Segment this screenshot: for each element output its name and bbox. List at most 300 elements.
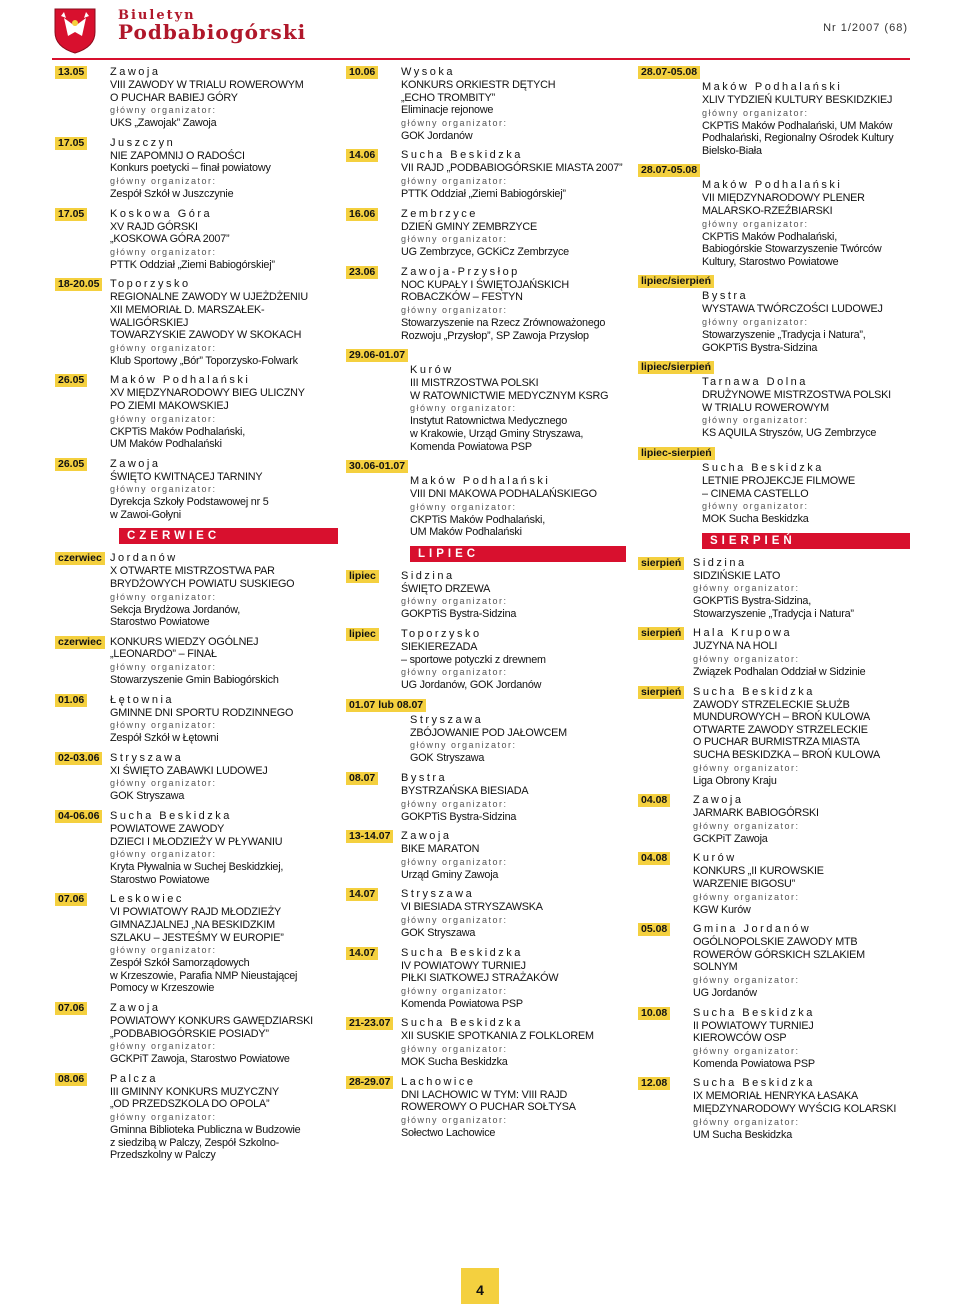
event-date (638, 164, 910, 177)
event-title: VI POWIATOWY RAJD MŁODZIEŻY (110, 906, 281, 919)
event-title: „KOSKOWA GÓRA 2007” (110, 233, 230, 246)
organizer-label: główny organizator: (401, 1043, 508, 1054)
event-place: Zawoja (693, 794, 744, 807)
event-item (638, 686, 910, 788)
event-item (638, 447, 910, 526)
organizer-label: główny organizator: (110, 849, 217, 860)
event-date (638, 1007, 693, 1071)
event-date-label: 18-20.05 (55, 278, 102, 291)
event-item (55, 1073, 338, 1162)
event-date (55, 636, 110, 687)
event-title: KONKURS WIEDZY OGÓLNEJ (110, 635, 259, 648)
event-date (638, 923, 693, 999)
event-item (55, 893, 338, 995)
event-item (346, 628, 626, 692)
organizer-label: główny organizator: (401, 596, 508, 607)
event-body (110, 458, 338, 522)
event-body (638, 179, 910, 268)
organizer-label: główny organizator: (110, 484, 217, 495)
event-subtitle: Eliminacje rejonowe (401, 104, 494, 117)
event-body (401, 830, 626, 881)
event-item (346, 349, 626, 453)
event-item (638, 627, 910, 678)
page-header (0, 0, 960, 56)
organizer-label: główny organizator: (401, 667, 508, 678)
event-organizer: Stowarzyszenie na Rzecz Zrównoważonego (401, 316, 606, 329)
event-title: O PUCHAR BURMISTRZA MIASTA (693, 736, 860, 749)
organizer-label: główny organizator: (401, 985, 508, 996)
event-organizer: UG Zembrzyce, GCKiCz Zembrzyce (401, 246, 569, 259)
event-place: Sucha Beskidzka (702, 461, 824, 474)
event-item (346, 1017, 626, 1068)
organizer-label: główny organizator: (401, 856, 508, 867)
event-place: Leskowiec (110, 893, 184, 906)
event-body (401, 772, 626, 823)
event-organizer: Babiogórskie Stowarzyszenie Twórców (702, 243, 882, 256)
event-item (55, 374, 338, 450)
organizer-label: główny organizator: (702, 107, 809, 118)
event-date (55, 374, 110, 450)
event-title: VIII DNI MAKOWA PODHALAŃSKIEGO (410, 488, 597, 501)
organizer-label: główny organizator: (693, 583, 800, 594)
coat-of-arms-icon (52, 6, 98, 54)
event-body (401, 208, 626, 259)
organizer-label: główny organizator: (693, 762, 800, 773)
event-organizer: Instytut Ratownictwa Medycznego (410, 415, 568, 428)
event-place: Stryszawa (401, 888, 475, 901)
event-date (346, 208, 401, 259)
event-title: OTWARTE ZAWODY STRZELECKIE (693, 723, 868, 736)
event-body (638, 376, 910, 440)
event-item (55, 208, 338, 272)
event-title: DNI LACHOWIC W TYM: VIII RAJD (401, 1088, 568, 1101)
event-item (638, 852, 910, 916)
event-title: POWIATOWY KONKURS GAWĘDZIARSKI (110, 1014, 313, 1027)
event-title: DRUŻYNOWE MISTRZOSTWA POLSKI (702, 389, 891, 402)
organizer-label: główny organizator: (410, 403, 517, 414)
event-date-label: 23.06 (346, 266, 378, 279)
event-organizer: GCKPiT Zawoja, Starostwo Powiatowe (110, 1053, 290, 1066)
event-title: XLIV TYDZIEŃ KULTURY BESKIDZKIEJ (702, 94, 893, 106)
event-title: „LEONARDO” – FINAŁ (110, 648, 217, 661)
event-title: DZIEŃ GMINY ZEMBRZYCE (401, 220, 537, 233)
event-title: OGÓLNOPOLSKIE ZAWODY MTB (693, 936, 858, 949)
organizer-label: główny organizator: (401, 117, 508, 128)
header-rule (52, 58, 910, 60)
event-item (55, 137, 338, 201)
event-date (55, 1073, 110, 1162)
event-date (346, 266, 401, 342)
event-place: Maków Podhalański (410, 475, 551, 488)
event-title: PO ZIEMI MAKOWSKIEJ (110, 399, 229, 412)
event-title: GMINNE DNI SPORTU RODZINNEGO (110, 706, 294, 719)
event-date-label: 05.08 (638, 923, 670, 936)
organizer-label: główny organizator: (110, 342, 217, 353)
event-organizer: Sekcja Brydżowa Jordanów, (110, 603, 241, 616)
event-date-label: 10.06 (346, 66, 378, 79)
event-date-label: 26.05 (55, 374, 87, 387)
event-place: Toporzysko (401, 628, 482, 641)
event-item (55, 810, 338, 886)
event-organizer: Rozwoju „Przysłop”, SP Zawoja Przysłop (401, 329, 589, 342)
event-item (55, 1002, 338, 1066)
event-title: BIKE MARATON (401, 843, 480, 856)
event-place: Bystra (401, 772, 448, 785)
event-place: Palcza (110, 1072, 159, 1085)
event-body (346, 475, 626, 539)
event-item (638, 794, 910, 845)
event-body (110, 636, 338, 687)
event-title: JUZYNA NA HOLI (693, 640, 778, 653)
event-title: ŚWIĘTO KWITNĄCEJ TARNINY (110, 470, 263, 483)
organizer-label: główny organizator: (401, 1114, 508, 1125)
event-place: Koskowa Góra (110, 207, 213, 220)
column-middle (346, 66, 626, 1146)
event-organizer: Dyrekcja Szkoły Podstawowej nr 5 (110, 496, 269, 509)
event-organizer: Bielsko-Biała (702, 144, 762, 157)
event-organizer: Starostwo Powiatowe (110, 616, 210, 629)
event-organizer: GOKPTiS Bystra-Sidzina (401, 810, 517, 823)
event-item (55, 552, 338, 628)
event-item (638, 361, 910, 440)
event-body (110, 694, 338, 745)
event-date (55, 1002, 110, 1066)
event-organizer: GCKPiT Zawoja (693, 832, 768, 845)
event-date (638, 447, 910, 460)
event-organizer: Stowarzyszenie Gmin Babiogórskich (110, 674, 279, 687)
event-organizer: Komenda Powiatowa PSP (401, 997, 523, 1010)
event-date-label: 14.07 (346, 888, 378, 901)
event-date-label: 08.07 (346, 772, 378, 785)
event-title: NIE ZAPOMNIJ O RADOŚCI (110, 149, 245, 162)
organizer-label: główny organizator: (401, 175, 508, 186)
event-title: XI ŚWIĘTO ZABAWKI LUDOWEJ (110, 764, 268, 777)
event-item (638, 557, 910, 621)
event-organizer: w Krakowie, Urząd Gminy Stryszawa, (410, 427, 584, 440)
event-date (638, 1077, 693, 1141)
event-organizer: Kryta Pływalnia w Suchej Beskidzkiej, (110, 861, 284, 874)
event-title: VI BIESIADA STRYSZAWSKA (401, 901, 543, 914)
event-organizer: GOKPTiS Bystra-Sidzina (401, 608, 517, 621)
event-place: Stryszawa (110, 751, 184, 764)
event-organizer: w Krzeszowie, Parafia NMP Nieustającej (110, 969, 298, 982)
event-place: Sidzina (401, 569, 455, 582)
event-body (110, 810, 338, 886)
event-date (346, 460, 626, 473)
event-organizer: CKPTiS Maków Podhalański, (110, 425, 246, 438)
event-title: ROWEROWY O PUCHAR SOŁTYSA (401, 1101, 576, 1114)
event-item (346, 830, 626, 881)
event-item (55, 278, 338, 367)
event-item (638, 1007, 910, 1071)
event-date (55, 208, 110, 272)
event-item (346, 66, 626, 142)
event-title: „PODBABIOGÓRSKIE POSIADY” (110, 1027, 269, 1040)
organizer-label: główny organizator: (401, 234, 508, 245)
page-number: 4 (461, 1268, 499, 1304)
event-date (346, 1076, 401, 1140)
event-organizer: Zespół Szkół Samorządowych (110, 957, 250, 970)
event-place: Gmina Jordanów (693, 923, 812, 936)
event-date (55, 458, 110, 522)
event-place: Stryszawa (410, 713, 484, 726)
event-organizer: UM Maków Podhalański (410, 526, 522, 539)
event-organizer: PTTK Oddział „Ziemi Babiogórskiej” (401, 187, 566, 200)
event-body (693, 794, 910, 845)
event-title: O PUCHAR BABIEJ GÓRY (110, 91, 238, 104)
event-date (55, 893, 110, 995)
event-item (55, 694, 338, 745)
event-organizer: Komenda Powiatowa PSP (410, 440, 532, 453)
event-place: Wysoka (401, 66, 456, 78)
organizer-label: główny organizator: (401, 915, 508, 925)
event-body (693, 1007, 910, 1071)
event-place: Zawoja (110, 457, 161, 470)
event-place: Sucha Beskidzka (110, 810, 232, 822)
event-title: POWIATOWE ZAWODY (110, 823, 225, 835)
event-item (638, 1077, 910, 1141)
event-place: Jordanów (110, 552, 178, 565)
event-item (346, 570, 626, 621)
event-date (638, 275, 910, 288)
event-title: SIEKIEREZADA (401, 641, 478, 654)
event-date (638, 686, 693, 788)
event-date-label: sierpień (638, 557, 684, 570)
event-date-label: 07.06 (55, 1002, 87, 1015)
event-item (346, 772, 626, 823)
event-item (55, 752, 338, 803)
event-title: „ECHO TROMBITY” (401, 91, 495, 104)
event-body (693, 627, 910, 678)
event-title: NOC KUPAŁY I ŚWIĘTOJAŃSKICH (401, 278, 569, 291)
event-organizer: CKPTiS Maków Podhalański, (410, 513, 546, 526)
organizer-label: główny organizator: (702, 415, 809, 426)
event-place: Sucha Beskidzka (401, 946, 523, 959)
event-date-label: lipiec (346, 570, 379, 583)
event-title: II POWIATOWY TURNIEJ (693, 1019, 814, 1032)
event-title: W TRIALU ROWEROWYM (702, 401, 829, 414)
event-date-label: 02-03.06 (55, 752, 102, 765)
event-title: ROBACZKÓW – FESTYN (401, 291, 523, 304)
event-title: VIII ZAWODY W TRIALU ROWEROWYM (110, 79, 304, 91)
event-date-label: 17.05 (55, 137, 87, 150)
organizer-label: główny organizator: (410, 501, 517, 512)
event-body (346, 714, 626, 765)
event-title: WYSTAWA TWÓRCZOŚCI LUDOWEJ (702, 303, 883, 316)
event-item (346, 149, 626, 200)
event-date (346, 1017, 401, 1068)
column-right (638, 66, 910, 1148)
event-date (346, 349, 626, 362)
event-title: X OTWARTE MISTRZOSTWA PAR (110, 565, 275, 578)
event-title: ROWERÓW GÓRSKICH SZLAKIEM (693, 948, 865, 961)
organizer-label: główny organizator: (693, 654, 800, 665)
organizer-label: główny organizator: (693, 820, 800, 831)
event-body (401, 66, 626, 142)
event-organizer: Kultury, Starostwo Powiatowe (702, 255, 839, 268)
event-place: Zawoja (110, 66, 161, 78)
event-title: – CINEMA CASTELLO (702, 487, 809, 500)
event-title: VII RAJD „PODBABIOGÓRSKIE MIASTA 2007” (401, 162, 623, 175)
event-title: SIDZIŃSKIE LATO (693, 569, 781, 582)
organizer-label: główny organizator: (693, 1045, 800, 1056)
event-title: GIMNAZJALNEJ „NA BESKIDZKIM (110, 918, 275, 931)
event-title: III MISTRZOSTWA POLSKI (410, 377, 539, 390)
event-place: Tarnawa Dolna (702, 376, 808, 389)
event-date-label: 01.06 (55, 694, 87, 707)
event-date (346, 699, 626, 712)
event-title: SZLAKU – JESTEŚMY W EUROPIE” (110, 931, 284, 944)
event-body (110, 374, 338, 450)
event-title: KONKURS ORKIESTR DĘTYCH (401, 79, 556, 91)
event-date-label: 12.08 (638, 1077, 670, 1090)
event-place: Zembrzyce (401, 207, 478, 220)
organizer-label: główny organizator: (693, 891, 800, 902)
event-body (110, 278, 338, 367)
event-place: Maków Podhalański (702, 179, 843, 192)
event-date-label: 16.06 (346, 208, 378, 221)
event-date-label: sierpień (638, 627, 684, 640)
event-date-label: lipiec/sierpień (638, 361, 714, 374)
event-place: Sucha Beskidzka (401, 149, 523, 162)
event-organizer: MOK Sucha Beskidzka (702, 513, 809, 526)
event-date (55, 694, 110, 745)
event-organizer: GOK Stryszawa (410, 752, 485, 765)
event-organizer: Stowarzyszenie „Tradycja i Natura” (693, 607, 854, 620)
brand-small: Biuletyn (118, 8, 196, 23)
event-organizer: Zespół Szkół w Juszczynie (110, 187, 234, 200)
event-date-label: 07.06 (55, 893, 87, 906)
month-banner: CZERWIEC (119, 528, 338, 544)
event-item (55, 66, 338, 130)
event-organizer: CKPTiS Maków Podhalański, (702, 230, 838, 243)
event-date (638, 852, 693, 916)
event-place: Sucha Beskidzka (693, 1006, 815, 1019)
organizer-label: główny organizator: (110, 1041, 217, 1052)
event-organizer: Klub Sportowy „Bór” Toporzysko-Folwark (110, 354, 298, 367)
event-date (638, 361, 910, 374)
organizer-label: główny organizator: (110, 175, 217, 186)
event-date-label: 04.08 (638, 852, 670, 865)
event-body (693, 923, 910, 999)
organizer-label: główny organizator: (410, 740, 517, 751)
event-organizer: Gminna Biblioteka Publiczna w Budzowie (110, 1123, 301, 1136)
event-organizer: UG Jordanów (693, 986, 757, 999)
event-body (401, 1017, 626, 1068)
event-organizer: UM Maków Podhalański (110, 438, 222, 451)
organizer-label: główny organizator: (702, 501, 809, 512)
event-date-label: 01.07 lub 08.07 (346, 699, 426, 712)
event-date-label: 26.05 (55, 458, 87, 471)
event-organizer: GOK Jordanów (401, 129, 473, 142)
event-item (55, 458, 338, 522)
organizer-label: główny organizator: (702, 316, 809, 327)
event-place: Maków Podhalański (110, 374, 251, 387)
event-organizer: w Zawoi-Gołyni (110, 508, 181, 521)
issue-number: Nr 1/2007 (68) (823, 22, 908, 34)
event-organizer: GOK Stryszawa (401, 927, 476, 939)
event-item (346, 208, 626, 259)
event-body (401, 266, 626, 342)
event-item (346, 1076, 626, 1140)
event-organizer: Urząd Gminy Zawoja (401, 868, 499, 881)
column-left (55, 66, 338, 1169)
event-body (346, 364, 626, 453)
event-title: KONKURS „II KUROWSKIE (693, 865, 824, 878)
event-item (346, 460, 626, 539)
event-body (638, 290, 910, 354)
event-date-label: 04.08 (638, 794, 670, 807)
event-date-label: 29.06-01.07 (346, 349, 408, 362)
organizer-label: główny organizator: (110, 413, 217, 424)
event-title: MALARSKO-RZEŹBIARSKI (702, 204, 833, 217)
event-date (346, 570, 401, 621)
event-title: XV RAJD GÓRSKI (110, 220, 198, 233)
event-body (110, 1002, 338, 1066)
event-organizer: CKPTiS Maków Podhalański, UM Maków (702, 119, 893, 132)
event-place: Toporzysko (110, 278, 191, 291)
event-title: „OD PRZEDSZKOLA DO OPOLA” (110, 1098, 270, 1111)
event-body (693, 557, 910, 621)
event-date-label: 28.07-05.08 (638, 164, 700, 177)
event-body (693, 686, 910, 788)
event-organizer: UM Sucha Beskidzka (693, 1128, 793, 1141)
event-body (110, 752, 338, 803)
event-subtitle: Konkurs poetycki – finał powiatowy (110, 162, 271, 175)
event-date-label: lipiec (346, 628, 379, 641)
event-date (638, 66, 910, 79)
event-title: JARMARK BABIOGÓRSKI (693, 807, 819, 820)
event-place: Sucha Beskidzka (401, 1017, 523, 1030)
event-date-label: 10.08 (638, 1007, 670, 1020)
event-place: Hala Krupowa (693, 627, 793, 640)
event-organizer: UG Jordanów, GOK Jordanów (401, 679, 542, 692)
event-place: Zawoja (110, 1001, 161, 1014)
event-date (638, 627, 693, 678)
event-title: PIŁKI SIATKOWEJ STRAŻAKÓW (401, 972, 559, 985)
event-organizer: Związek Podhalan Oddział w Sidzinie (693, 666, 866, 679)
event-title: ŚWIĘTO DRZEWA (401, 582, 491, 595)
event-body (638, 462, 910, 526)
month-banner: LIPIEC (410, 546, 626, 562)
event-title: IV POWIATOWY TURNIEJ (401, 959, 526, 972)
event-place: Łętownia (110, 693, 175, 706)
event-date (55, 810, 110, 886)
event-date-label: 28.07-05.08 (638, 66, 700, 79)
event-date-label: sierpień (638, 686, 684, 699)
event-organizer: z siedzibą w Palczy, Zespół Szkolno- (110, 1136, 280, 1149)
event-date-label: 14.06 (346, 149, 378, 162)
event-organizer: Sołectwo Lachowice (401, 1126, 496, 1139)
event-title: W RATOWNICTWIE MEDYCZNYM KSRG (410, 389, 609, 402)
event-date-label: czerwiec (55, 636, 105, 649)
event-date (346, 772, 401, 823)
event-body (401, 149, 626, 200)
organizer-label: główny organizator: (110, 1111, 217, 1122)
event-date (346, 947, 401, 1011)
event-body (401, 570, 626, 621)
event-title: SUCHA BESKIDZKA – BROŃ KULOWA (693, 749, 880, 762)
event-title: IX MEMORIAŁ HENRYKA ŁASAKA (693, 1090, 859, 1103)
event-date (55, 66, 110, 130)
event-date-label: lipiec-sierpień (638, 447, 715, 460)
event-title: WARZENIE BIGOSU” (693, 878, 795, 890)
brand-title: Podbabiogórski (118, 20, 307, 44)
event-title: SOLNYM (693, 961, 738, 974)
event-item (346, 699, 626, 765)
event-body (110, 66, 338, 130)
event-date-label: 30.06-01.07 (346, 460, 408, 473)
